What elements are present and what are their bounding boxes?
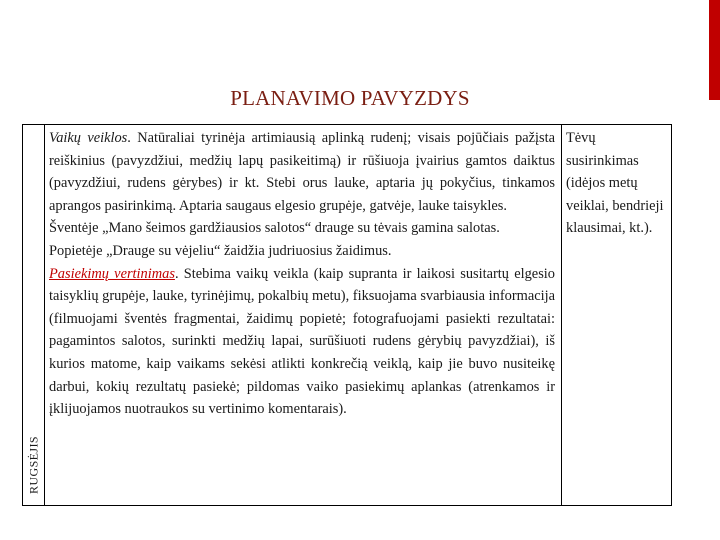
- activities-cell: [45, 125, 562, 506]
- activities-paragraph: [49, 127, 555, 217]
- activities-heading: Vaikų veiklos: [49, 130, 128, 146]
- page-title: PLANAVIMO PAVYZDYS: [230, 86, 470, 110]
- planning-table: [22, 124, 672, 506]
- afternoon-paragraph: Popietėje „Drauge su vėjeliu“ žaidžia judriuosius žaidimus.: [49, 242, 392, 259]
- assessment-paragraph: [49, 263, 555, 421]
- month-label: RUGSĖJIS: [26, 436, 41, 494]
- assessment-heading: Pasiekimų vertinimas: [49, 265, 175, 282]
- parents-cell: [562, 125, 672, 506]
- activities-text: . Natūraliai tyrinėja artimiausią aplinką rudenį; visais pojūčiais pažįsta reiškinius (pavyzdžiui, medžių lapų pasikeitimą) ir rūšiuoja įvairius gamtos daiktus (pavyzdžiui, rudens gėrybes) ir kt. Stebi orus lauke, aptaria jų pokyčius, tinkamos aprangos pasirinkimą. Aptaria saugaus elgesio grupėje, gatvėje, lauke taisykles.: [49, 130, 556, 214]
- month-cell: [23, 125, 45, 506]
- accent-bar: [709, 0, 720, 100]
- assessment-text: . Stebima vaikų veikla (kaip supranta ir laikosi susitartų elgesio taisyklių grupėje, lauke, tyrinėjimų, pokalbių metu), fiksuojama svarbiausia informacija (filmuojami šventės fragmentai, žaidimų popietė; fotografuojami pasiekti rezultatai: pagamintos salotos, surinkti medžių lapai, surūšiuoti rudens gėrybių pavyzdžiai), iš kurios matome, kaip vaikams sekėsi atlikti konkrečią veiklą, kaip jie buvo nusiteikę darbui, kokių rezultatų pasiekė; pildomas vaiko pasiekimų aplankas (atrenkamos ir įklijuojamos nuotraukos su vertinimo komentarais).: [49, 265, 555, 418]
- festival-paragraph: Šventėje „Mano šeimos gardžiausios salotos“ drauge su tėvais gamina salotas.: [49, 220, 500, 237]
- table-row: [23, 125, 672, 506]
- parents-text: Tėvų susirinkimas (idėjos metų veiklai, bendrieji klausimai, kt.).: [566, 130, 664, 237]
- month-label-box: [26, 425, 42, 505]
